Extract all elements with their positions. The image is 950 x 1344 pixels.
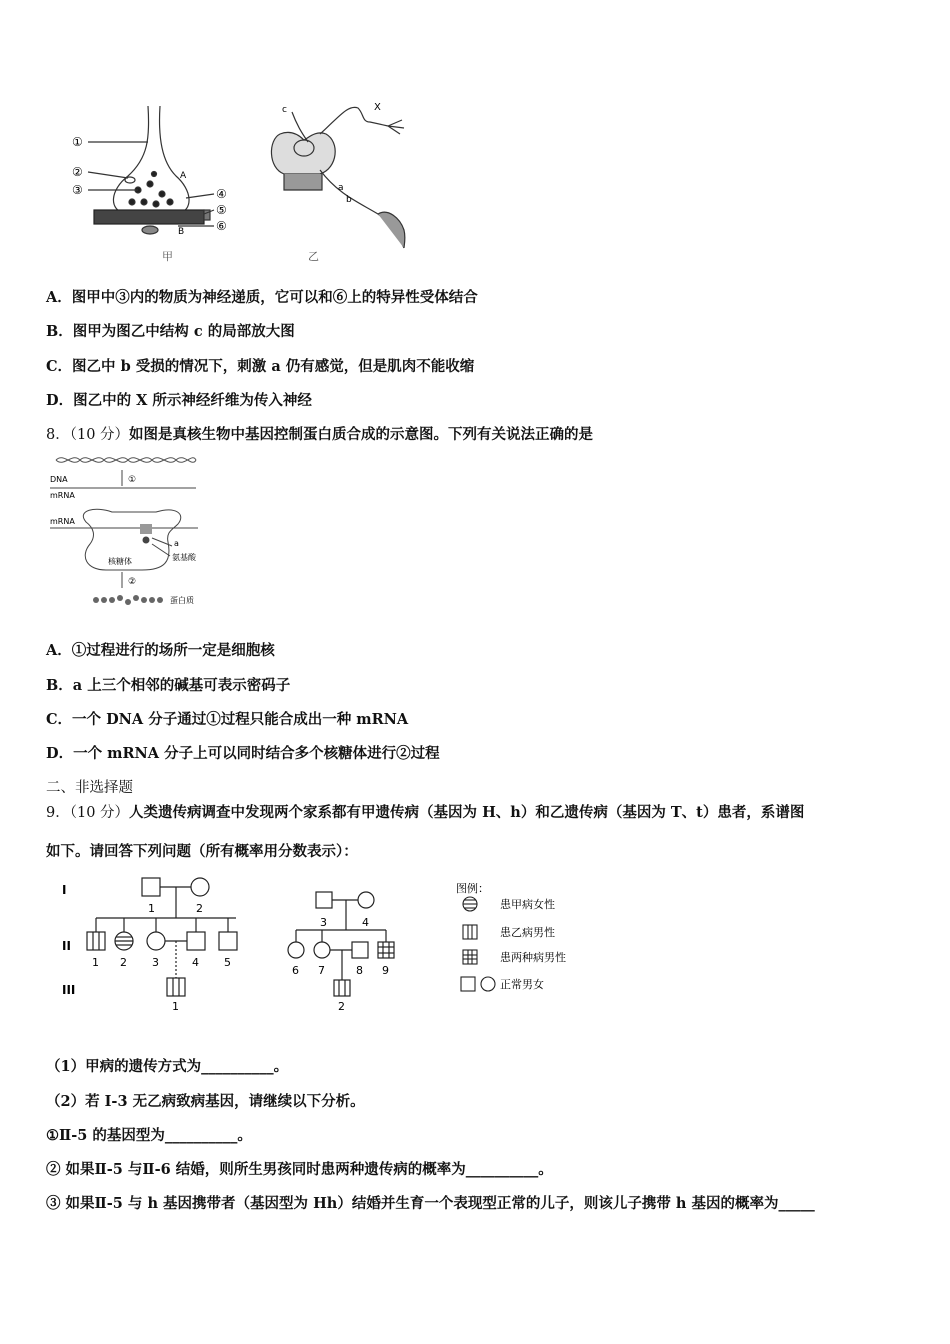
f1-II-3: 3 bbox=[152, 956, 159, 969]
q7-option-c: C．图乙中 b 受损的情况下，刺激 a 仍有感觉，但是肌肉不能收缩 bbox=[46, 358, 475, 375]
f2-I-4: 4 bbox=[362, 916, 369, 929]
label-mrna-1: mRNA bbox=[50, 491, 75, 500]
jia-label-3: ③ bbox=[72, 183, 83, 197]
q8-option-a: A．①过程进行的场所一定是细胞核 bbox=[46, 642, 275, 659]
f1-II-5: 5 bbox=[224, 956, 231, 969]
legend-title: 图例： bbox=[456, 882, 489, 895]
dna-helix bbox=[56, 458, 196, 463]
yi-letter-b: b bbox=[346, 195, 352, 205]
nerve-figure bbox=[58, 98, 418, 268]
f1-I-2: 2 bbox=[196, 902, 203, 915]
yi-letter-c: c bbox=[282, 105, 287, 115]
yi-letter-x: X bbox=[374, 102, 381, 113]
jia-caption: 甲 bbox=[162, 250, 173, 263]
f1-II-2: 2 bbox=[120, 956, 127, 969]
f2-III-2: 2 bbox=[338, 1000, 345, 1013]
q7-option-b: B．图甲为图乙中结构 c 的局部放大图 bbox=[46, 323, 295, 340]
gen-label-II: II bbox=[62, 939, 71, 953]
q9-stem-line-1: 9．（10 分）人类遗传病调查中发现两个家系都有甲遗传病（基因为 H、h）和乙遗传病（基因为 T、t）患者，系谱图 bbox=[46, 804, 805, 821]
f2-II-8: 8 bbox=[356, 964, 363, 977]
q9-part-2-2: ② 如果Ⅱ-5 与Ⅱ-6 结婚，则所生男孩同时患两种遗传病的概率为__________。 bbox=[46, 1161, 553, 1178]
label-amino-acid: 氨基酸 bbox=[172, 553, 196, 562]
section-heading: 二、非选择题 bbox=[46, 780, 133, 796]
legend-symbols bbox=[461, 897, 495, 991]
q9-part-2: （2）若 I-3 无乙病致病基因，请继续以下分析。 bbox=[46, 1093, 365, 1110]
q9-part-1: （1）甲病的遗传方式为__________。 bbox=[46, 1058, 289, 1075]
label-step-1: ① bbox=[128, 475, 137, 485]
synapse-diagram bbox=[88, 106, 214, 234]
q8-stem: 8．（10 分）如图是真核生物中基因控制蛋白质合成的示意图。下列有关说法正确的是 bbox=[46, 426, 594, 443]
label-ribosome: 核糖体 bbox=[108, 557, 132, 566]
f2-II-6: 6 bbox=[292, 964, 299, 977]
f2-II-7: 7 bbox=[318, 964, 325, 977]
legend-item-1: 患甲病女性 bbox=[500, 898, 555, 911]
q9-part-2-3: ③ 如果Ⅱ-5 与 h 基因携带者（基因型为 Hh）结婚并生育一个表现型正常的儿子，则该儿子携带 h 基因的概率为_____ bbox=[46, 1195, 815, 1212]
gene-expression-figure bbox=[46, 452, 226, 612]
jia-label-4: ④ bbox=[216, 187, 227, 201]
jia-letter-b: B bbox=[178, 227, 185, 237]
f1-II-1: 1 bbox=[92, 956, 99, 969]
legend-item-2: 患乙病男性 bbox=[500, 926, 555, 939]
yi-caption: 乙 bbox=[308, 250, 319, 263]
jia-label-6: ⑥ bbox=[216, 219, 227, 233]
legend-item-3: 患两种病男性 bbox=[500, 951, 566, 964]
label-dna: DNA bbox=[50, 475, 68, 484]
q8-option-b: B．a 上三个相邻的碱基可表示密码子 bbox=[46, 677, 291, 694]
f1-III-1: 1 bbox=[172, 1000, 179, 1013]
q8-option-c: C．一个 DNA 分子通过①过程只能合成出一种 mRNA bbox=[46, 711, 409, 728]
q9-part-2-1: ①Ⅱ-5 的基因型为__________。 bbox=[46, 1127, 252, 1144]
pedigree-family-1 bbox=[87, 878, 237, 996]
label-protein: 蛋白质 bbox=[170, 596, 194, 605]
q8-option-d: D．一个 mRNA 分子上可以同时结合多个核糖体进行②过程 bbox=[46, 745, 440, 762]
gen-label-I: I bbox=[62, 883, 67, 897]
q7-option-a: A．图甲中③内的物质为神经递质，它可以和⑥上的特异性受体结合 bbox=[46, 289, 478, 306]
protein-chain bbox=[93, 595, 163, 605]
f2-I-3: 3 bbox=[320, 916, 327, 929]
pedigree-figure bbox=[56, 870, 596, 1020]
label-mrna-2: mRNA bbox=[50, 517, 75, 526]
jia-label-1: ① bbox=[72, 135, 83, 149]
label-a: a bbox=[174, 539, 179, 548]
gen-label-III: III bbox=[62, 983, 76, 997]
yi-letter-a: a bbox=[338, 183, 344, 193]
q7-option-d: D．图乙中的 X 所示神经纤维为传入神经 bbox=[46, 392, 312, 409]
jia-letter-a: A bbox=[180, 171, 187, 181]
jia-label-2: ② bbox=[72, 165, 83, 179]
q9-stem-line-2: 如下。请回答下列问题（所有概率用分数表示）： bbox=[46, 843, 358, 860]
label-step-2: ② bbox=[128, 577, 137, 587]
jia-label-5: ⑤ bbox=[216, 203, 227, 217]
f1-I-1: 1 bbox=[148, 902, 155, 915]
reflex-arc-diagram bbox=[271, 107, 404, 248]
legend-item-4: 正常男女 bbox=[500, 978, 544, 991]
f1-II-4: 4 bbox=[192, 956, 199, 969]
pedigree-family-2 bbox=[288, 892, 394, 996]
f2-II-9: 9 bbox=[382, 964, 389, 977]
